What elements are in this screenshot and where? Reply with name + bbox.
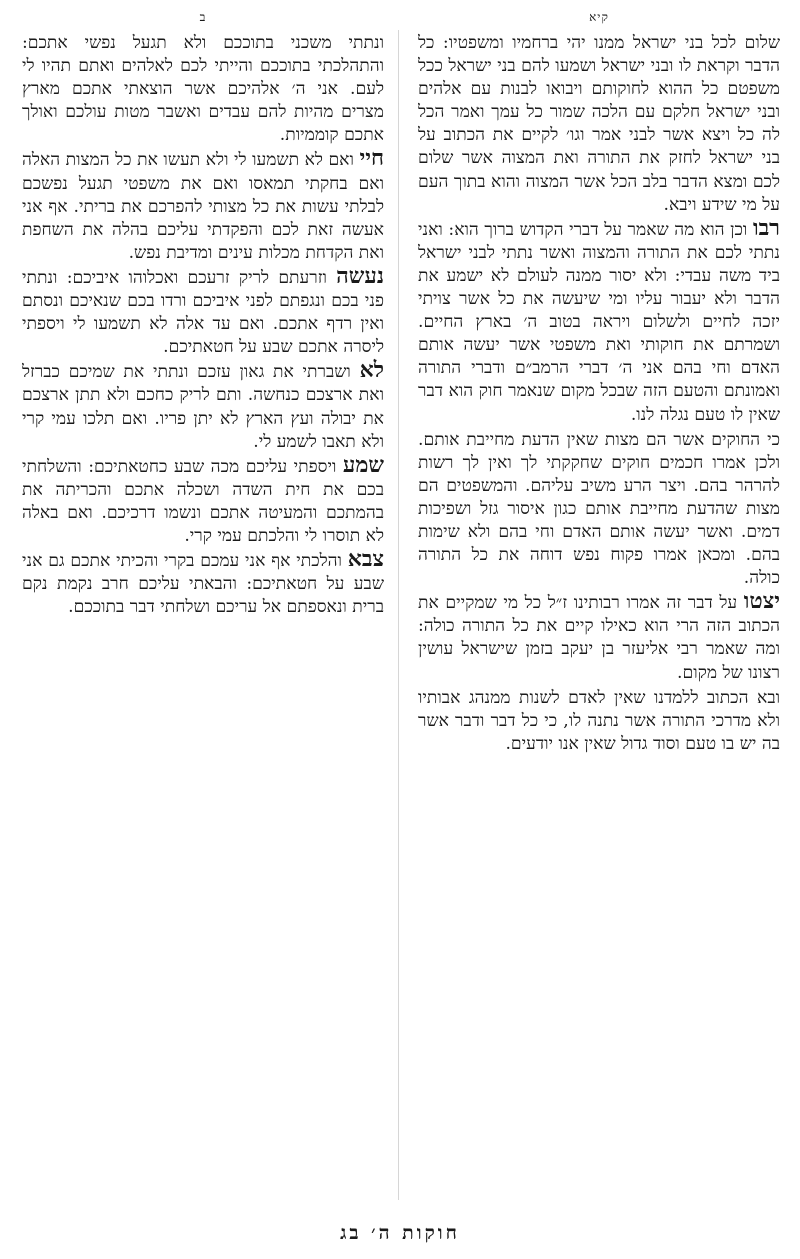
paragraph-text: ויספתי עליכם מכה שבע כחטאתיכם: והשלחתי בכם את חית השדה ושכלה אתכם והכריתה את בהמתכם והמעיטה אתכם ונשמו דרכיכם. ואם באלה לא תוסרו לי והלכתם עמי קרי. [22, 456, 384, 546]
lemma: לא [359, 357, 384, 384]
paragraph [22, 548, 384, 619]
lemma: שמע [342, 451, 384, 478]
paragraph-text: וזרעתם לריק זרעכם ואכלוהו איביכם: ונתתי פני בכם ונגפתם לפני איביכם ורדו בכם שנאיכם ונסתם ואין רדף אתכם. ואם עד אלה לא תשמעו לי ויספתי ליסרה אתכם שבע על חטאתיכם. [22, 267, 384, 358]
lemma: חיי [359, 145, 384, 172]
paragraph-text: ואם לא תשמעו לי ולא תעשו את כל המצות האלה ואם בחקתי תמאסו ואם את משפטי תגעל נפשכם לבלתי עשות את כל מצותי להפרכם את בריתי. אף אני אעשה זאת לכם והפקדתי עליכם בהלה את השחפת ואת הקדחת מכלות עינים ומדיבת נפש. [22, 150, 384, 263]
page-footer: חוקות ה׳ בג [340, 1222, 460, 1244]
paragraph [418, 685, 780, 756]
lemma: נעשה [336, 262, 384, 289]
right-column [418, 30, 780, 1210]
paragraph [22, 30, 384, 147]
lemma: רבו [752, 214, 780, 241]
paragraph-text: ובא הכתוב ללמדנו שאין לאדם לשנות ממנהג אבותיו ולא מדרכי התורה אשר נתנה לו, כי כל דבר ודבר אשר בה יש בו טעם וסוד גדול שאין אנו יודעים. [418, 687, 780, 754]
paragraph [22, 359, 384, 453]
paragraph-text: ונתתי משכני בתוככם ולא תגעל נפשי אתכם: והתהלכתי בתוככם והייתי לכם לאלהים ואתם תהיו לי לעם. אני ה׳ אלהיכם אשר הוצאתי אתכם מארץ מצרים מהיות להם עבדים ואשבר מטות עולכם ואולך אתכם קוממיות. [22, 33, 384, 146]
paragraph-text: והלכתי אף אני עמכם בקרי והכיתי אתכם גם אני שבע על חטאתיכם: והבאתי עליכם חרב נקמת נקם ברית ונאספתם אל עריכם ושלחתי דבר בתוככם. [22, 551, 384, 618]
lemma: צבא [347, 546, 384, 573]
left-column-header: ב [199, 10, 207, 24]
paragraph-text: שלום לכל בני ישראל ממנו יהי ברחמיו ומשפטיו: כל הדבר וקראת לו ובני ישראל ושמעו להם בני ישראל ככל משפטם כל ההוא לחוקותם ויבואו לבנות עם אלהים ובני ישראל חלקם עם הלכה שמור כל עמך ואמר הכל לה כל ויצא אשר לבני אמר וגו׳ לקיים את הכתוב על בני ישראל לחזק את התורה ואת המצוה אשר שלום לכם ומצא הדבר בלב הכל אשר המצוה והוא בתוך העם על מי שידע ויבא. [418, 33, 780, 215]
paragraph-text: על דבר זה אמרו רבותינו ז״ל כל מי שמקיים את הכתוב הזה הרי הוא כאילו קיים את כל התורה כולה: ומה שאמר רבי אליעזר בן יעקב בזמן שישראל עושין רצונו של מקום. [418, 593, 780, 683]
paragraph [418, 427, 780, 591]
paragraph [22, 147, 384, 264]
paragraph [418, 214, 780, 427]
paragraph-text: וכן הוא מה שאמר על דברי הקדוש ברוך הוא: ואני נתתי לכם את התורה והמצוה ואשר נתתי לבני ישראל ביד משה עבדי: ולא יסור ממנה לעולם לא ישמע את הדבר ולא יעבור עליו ומי שיעשה את כל אשר צויתי יזכה לחיים ולשלום ויראה בטוב ה׳ בארץ החיים. ושמרתם את חוקותי ואת משפטי אשר יעשה אותם האדם וחי בהם אני ה׳ דברי הרמב״ם ודברי התורה ואמונתם והטעם הזה שבכל מקום שנאמר חוק הוא דבר שאין לו טעם נגלה לנו. [418, 219, 780, 425]
paragraph-text: ושברתי את גאון עזכם ונתתי את שמיכם כברזל ואת ארצכם כנחשה. ותם לריק כחכם ולא תתן ארצכם את יבולה ועץ הארץ לא יתן פריו. ואם תלכו עמי קרי ולא תאבו לשמע לי. [22, 362, 384, 452]
paragraph [418, 30, 780, 217]
lemma: יצטו [743, 588, 780, 615]
column-divider [398, 30, 399, 1200]
right-column-header: קיא [589, 10, 609, 24]
left-column [22, 30, 384, 1210]
paragraph [22, 451, 384, 548]
paragraph [22, 262, 384, 359]
paragraph [418, 590, 780, 684]
paragraph-text: כי החוקים אשר הם מצות שאין הדעת מחייבת אותם. ולכן אמרו חכמים חוקים שחקקתי לך ואין לך רשות להרהר בהם. ויצר הרע משיב עליהם. והמשפטים הם מצות שהדעת מחייבת אותם כגון איסור גזל ושפיכות דמים. ואשר יעשה אותם האדם וחי בהם ולא שימות בהם. ומכאן אמרו פקוח נפש דוחה את כל התורה כולה. [418, 429, 780, 589]
